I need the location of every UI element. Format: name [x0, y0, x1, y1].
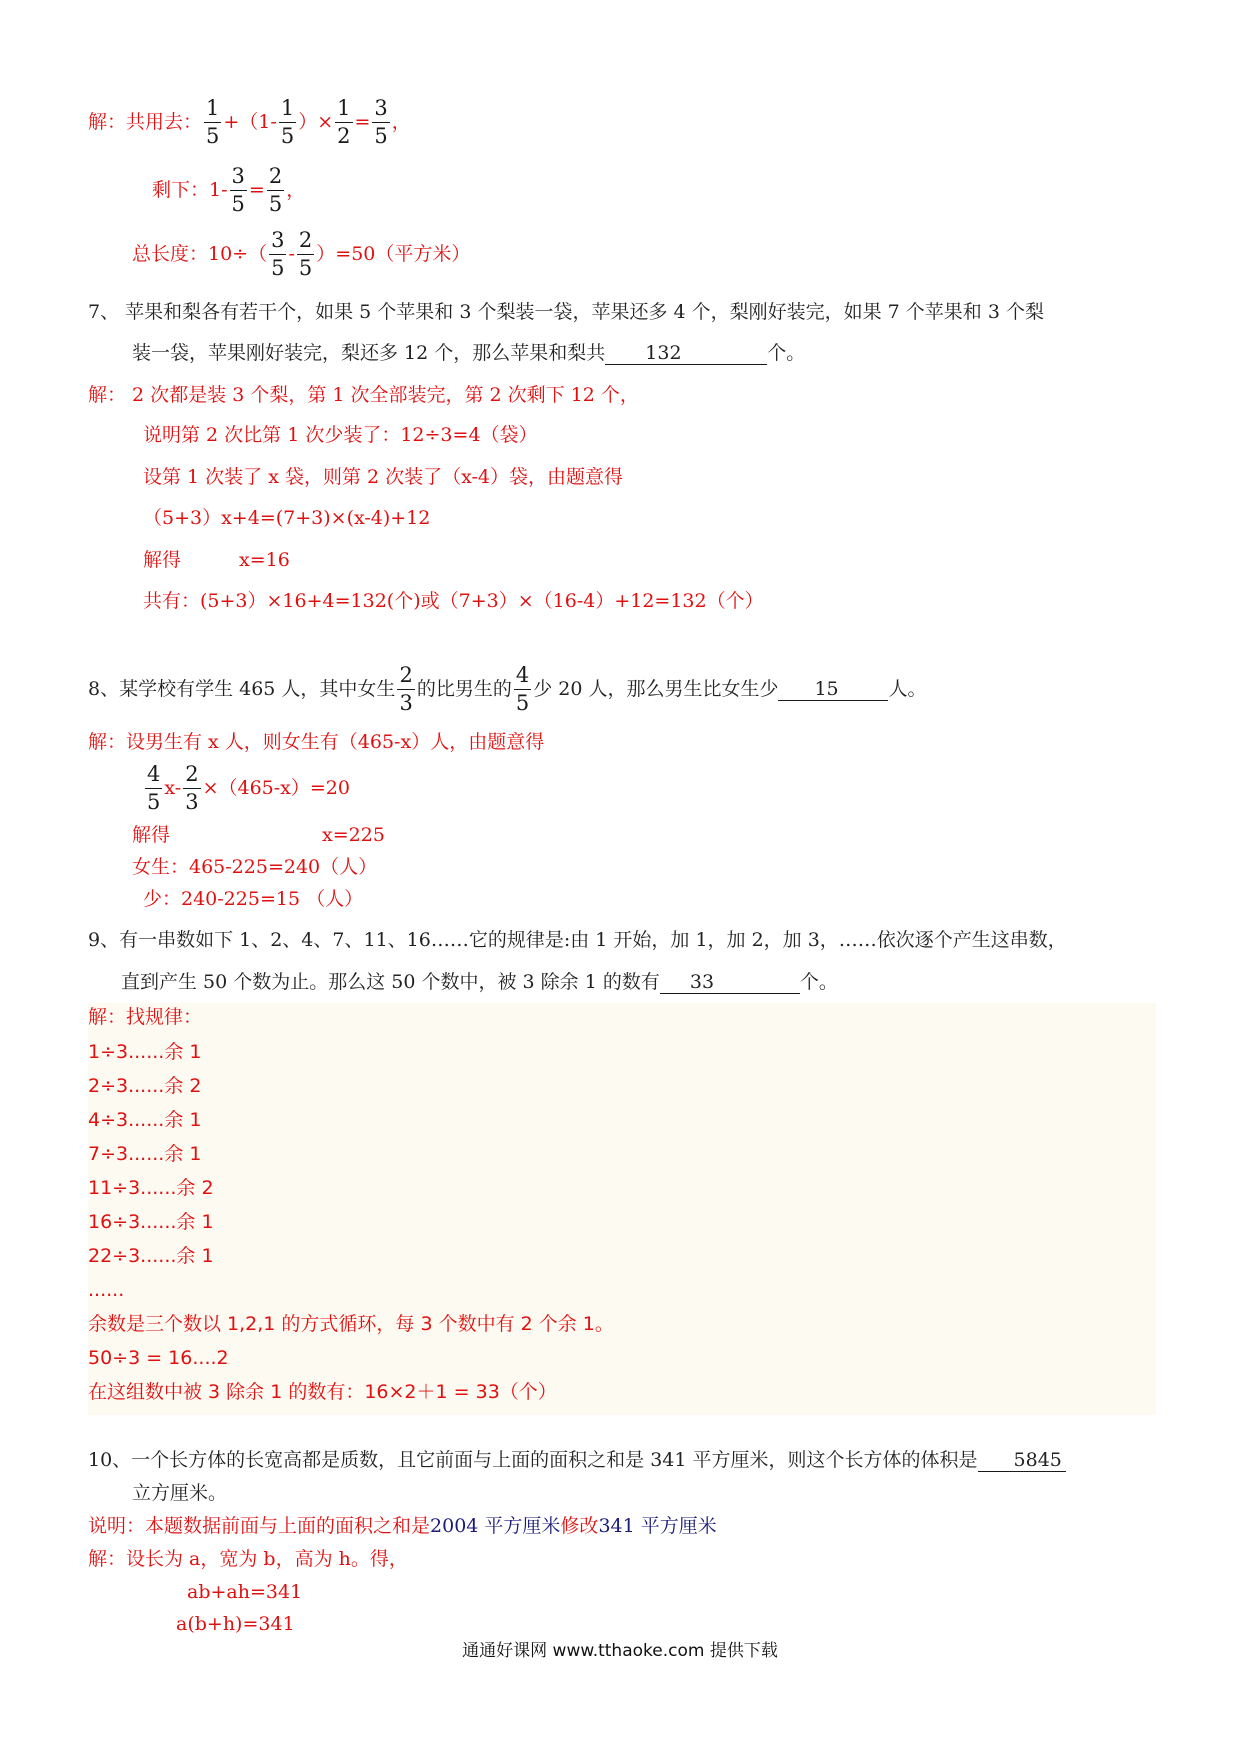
q9-row: 16÷3......余 1	[88, 1211, 214, 1233]
fraction: $\frac{3}{5}$	[271, 227, 285, 280]
fraction: $\frac{2}{3}$	[185, 761, 199, 814]
fraction: $\frac{1}{5}$	[280, 95, 295, 148]
note-new-value: 341 平方厘米	[598, 1515, 717, 1537]
q8-sol-solve	[132, 823, 385, 847]
fraction: $\frac{2}{5}$	[298, 227, 313, 280]
s6-text: -	[288, 243, 295, 265]
q10-eq-1: ab+ah=341	[187, 1581, 303, 1603]
fraction: $\frac{4}{5}$	[147, 761, 161, 814]
q10-sol-1: 解：设长为 a，宽为 b，高为 h。得，	[88, 1548, 408, 1570]
q10-note	[88, 1514, 717, 1538]
q10-line-1	[88, 1448, 1066, 1472]
q9-line-1: 9、有一串数如下 1、2、4、7、11、16……它的规律是:由 1 开始，加 1，加 2，加 3，……依次逐个产生这串数，	[88, 929, 1067, 951]
solve-value: x=225	[322, 824, 385, 846]
q9-sol-title: 解：找规律：	[88, 1006, 203, 1028]
note-text: 修改	[560, 1515, 599, 1537]
q8-line-1	[88, 658, 926, 720]
fraction: $\frac{2}{5}$	[268, 163, 283, 216]
fraction: $\frac{1}{2}$	[337, 95, 351, 148]
q7-sol-5	[143, 548, 290, 572]
s6-text: ，	[286, 179, 306, 201]
fraction: $\frac{2}{3}$	[399, 662, 413, 715]
s6-text: ）=50（平方米）	[316, 243, 471, 265]
q9-row: ......	[88, 1279, 125, 1301]
fraction: $\frac{1}{5}$	[206, 95, 220, 148]
q7-sol-2: 说明第 2 次比第 1 次少装了：12÷3=4（袋）	[143, 424, 538, 446]
q8-text: x-	[164, 777, 182, 799]
s6-text: +（1-	[223, 111, 277, 133]
q8-text: 8、某学校有学生 465 人，其中女生	[88, 678, 396, 700]
q7-sol-3: 设第 1 次装了 x 袋，则第 2 次装了（x-4）袋，由题意得	[143, 466, 624, 488]
s6-text: ，	[391, 111, 411, 133]
solve-label: 解得	[143, 549, 182, 571]
q7-answer-blank: 132	[605, 342, 767, 365]
q8-sol-less: 少：240-225=15 （人）	[143, 888, 364, 910]
q9-line-2	[121, 970, 838, 994]
q10-line-2: 立方厘米。	[132, 1482, 228, 1504]
q9-division: 50÷3 = 16....2	[88, 1347, 229, 1369]
q8-equation	[143, 758, 350, 818]
q8-text: 人。	[888, 678, 927, 700]
q9-text: 个。	[799, 971, 838, 993]
q9-row: 1÷3......余 1	[88, 1041, 202, 1063]
q9-result: 在这组数中被 3 除余 1 的数有：16×2＋1 = 33（个）	[88, 1381, 557, 1403]
q7-text: 装一袋，苹果刚好装完，梨还多 12 个，那么苹果和梨共	[132, 342, 606, 364]
s6-line-1	[88, 92, 411, 152]
s6-text: 解：共用去：	[88, 111, 203, 133]
solve-value: x=16	[239, 549, 290, 571]
q8-text: 的比男生的	[416, 678, 512, 700]
q8-sol-1: 解：设男生有 x 人，则女生有（465-x）人，由题意得	[88, 731, 545, 753]
q10-eq-2: a(b+h)=341	[176, 1613, 295, 1635]
q7-sol-6: 共有：(5+3）×16+4=132(个)或（7+3）×（16-4）+12=132（个）	[143, 590, 764, 612]
q10-answer-blank: 5845	[978, 1449, 1066, 1472]
q9-row: 22÷3......余 1	[88, 1245, 214, 1267]
s6-text: ）×	[298, 111, 334, 133]
q9-answer-blank: 33	[660, 971, 800, 994]
fraction: $\frac{3}{5}$	[231, 163, 245, 216]
q8-sol-girls: 女生：465-225=240（人）	[132, 856, 378, 878]
note-old-value: 2004 平方厘米	[430, 1515, 561, 1537]
q7-text: 个。	[767, 342, 806, 364]
q7-line-2	[132, 341, 805, 365]
q8-text: ×（465-x）=20	[202, 777, 350, 799]
q7-sol-1: 解： 2 次都是装 3 个梨，第 1 次全部装完，第 2 次剩下 12 个，	[88, 384, 639, 406]
q9-text: 直到产生 50 个数为止。那么这 50 个数中，被 3 除余 1 的数有	[121, 971, 660, 993]
fraction: $\frac{4}{5}$	[515, 662, 530, 715]
q7-sol-4: （5+3）x+4=(7+3)×(x-4)+12	[143, 507, 431, 529]
s6-text: =	[248, 179, 265, 201]
q8-answer-blank: 15	[778, 678, 888, 701]
q9-cycle: 余数是三个数以 1,2,1 的方式循环，每 3 个数中有 2 个余 1。	[88, 1313, 614, 1335]
q8-text: 少 20 人，那么男生比女生少	[533, 678, 779, 700]
note-text: 说明：本题数据前面与上面的面积之和是	[88, 1515, 431, 1537]
fraction: $\frac{3}{5}$	[374, 95, 388, 148]
s6-line-2	[152, 160, 305, 220]
q7-line-1: 7、 苹果和梨各有若干个，如果 5 个苹果和 3 个梨装一袋，苹果还多 4 个，梨刚好装完，如果 7 个苹果和 3 个梨	[88, 301, 1044, 323]
s6-text: 剩下：1-	[152, 179, 228, 201]
solve-label: 解得	[132, 824, 171, 846]
s6-text: 总长度：10÷（	[132, 243, 268, 265]
q9-row: 11÷3......余 2	[88, 1177, 214, 1199]
q10-text: 10、一个长方体的长宽高都是质数，且它前面与上面的面积之和是 341 平方厘米，则这个长方体的体积是	[88, 1449, 978, 1471]
s6-text: =	[354, 111, 371, 133]
q9-row: 4÷3......余 1	[88, 1109, 202, 1131]
q9-row: 2÷3......余 2	[88, 1075, 202, 1097]
q9-row: 7÷3......余 1	[88, 1143, 202, 1165]
solution-shading	[88, 1003, 1156, 1415]
page-footer: 通通好课网 www.tthaoke.com 提供下载	[462, 1641, 778, 1661]
s6-line-3	[132, 224, 470, 284]
